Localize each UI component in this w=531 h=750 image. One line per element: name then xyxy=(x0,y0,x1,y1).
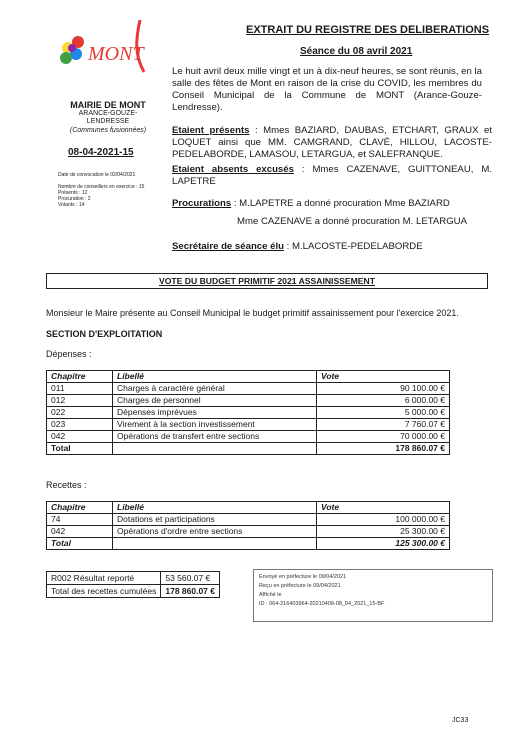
total-value: 178 860.07 € xyxy=(317,443,450,455)
total-recettes-value: 178 860.07 € xyxy=(161,585,220,598)
libelle-cell: Opérations d'ordre entre sections xyxy=(113,526,317,538)
libelle-cell: Charges de personnel xyxy=(113,395,317,407)
table-row xyxy=(47,514,450,526)
procuration-count: Procuration : 2 xyxy=(58,196,91,202)
chapitre-cell: 022 xyxy=(47,407,113,419)
chapitre-cell: 74 xyxy=(47,514,113,526)
libelle-cell: Charges à caractère général xyxy=(113,383,317,395)
resultats-table xyxy=(46,571,220,598)
total-recettes-label: Total des recettes cumulées xyxy=(47,585,161,598)
libelle-cell: Dépenses imprévues xyxy=(113,407,317,419)
libelle-cell: Dotations et participations xyxy=(113,514,317,526)
presents-paragraph xyxy=(172,125,492,161)
seance-date: Séance du 08 avril 2021 xyxy=(300,46,413,57)
document-title: EXTRAIT DU REGISTRE DES DELIBERATIONS xyxy=(246,24,490,36)
header-vote: Vote xyxy=(317,502,450,514)
communes-fusionnees: (Communes fusionnées) xyxy=(69,127,147,134)
header-chapitre: Chapitre xyxy=(47,502,113,514)
total-empty xyxy=(113,443,317,455)
chapitre-cell: 023 xyxy=(47,419,113,431)
total-label: Total xyxy=(47,538,113,550)
page-reference: JC33 xyxy=(452,717,469,724)
intro-paragraph: Le huit avril deux mille vingt et un à dix-neuf heures, se sont réunis, en la salle des fêtes de Mont en raison de la crise du COVID, les membres du Conseil Municipal de la Commune de MONT (Arance-Gouze-Lendresse). xyxy=(172,66,482,113)
procuration-line-2: Mme CAZENAVE a donné procuration M. LETARGUA xyxy=(237,216,467,227)
presents-text: : Mmes BAZIARD, DAUBAS, ETCHART, GRAUX et LOQUET ainsi que MM. CAMGRAND, CLAVÉ, HILLOU, LACOSTE-PEDELABORDE, LAMASOU, LETARGUA, et SALEFRANQUE. xyxy=(172,125,492,160)
deliberation-number: 08-04-2021-15 xyxy=(68,147,134,158)
mairie-name: MAIRIE DE MONT xyxy=(70,100,146,110)
communes-names: ARANCE-GOUZE-LENDRESSE xyxy=(78,110,138,125)
chapitre-cell: 042 xyxy=(47,526,113,538)
stamp-recu: Reçu en préfecture le 09/04/2021 xyxy=(259,583,341,589)
table-row xyxy=(47,526,450,538)
vote-title-box xyxy=(46,273,488,289)
header-chapitre: Chapitre xyxy=(47,371,113,383)
vote-cell: 5 000.00 € xyxy=(317,407,450,419)
body-intro: Monsieur le Maire présente au Conseil Municipal le budget primitif assainissement pour l'exercice 2021. xyxy=(46,308,459,318)
header-libelle: Libellé xyxy=(113,371,317,383)
vote-cell: 90 100.00 € xyxy=(317,383,450,395)
depenses-label: Dépenses : xyxy=(46,349,92,359)
chapitre-cell: 011 xyxy=(47,383,113,395)
table-header-row xyxy=(47,371,450,383)
section-title: SECTION D'EXPLOITATION xyxy=(46,329,163,339)
report-value: 53 560.07 € xyxy=(161,572,220,585)
procuration-line-1 xyxy=(172,198,492,210)
table-row xyxy=(47,383,450,395)
absents-paragraph xyxy=(172,164,492,188)
total-empty xyxy=(113,538,317,550)
libelle-cell: Virement à la section investissement xyxy=(113,419,317,431)
secretaire-label: Secrétaire de séance élu xyxy=(172,241,284,252)
table-row xyxy=(47,585,220,598)
recettes-label: Recettes : xyxy=(46,480,87,490)
vote-cell: 25 300.00 € xyxy=(317,526,450,538)
chapitre-cell: 012 xyxy=(47,395,113,407)
stamp-envoye: Envoyé en préfecture le 09/04/2021 xyxy=(259,574,347,580)
svg-text:MONT: MONT xyxy=(88,43,144,65)
table-row xyxy=(47,395,450,407)
total-row xyxy=(47,538,450,550)
libelle-cell: Opérations de transfert entre sections xyxy=(113,431,317,443)
conseillers-exercice: Nombre de conseillers en exercice : 15 xyxy=(58,184,145,190)
secretaire-paragraph xyxy=(172,241,492,253)
total-label: Total xyxy=(47,443,113,455)
table-row xyxy=(47,407,450,419)
procurations-label: Procurations xyxy=(172,198,232,209)
convocation-date: Date de convocation le 02/04/2021 xyxy=(58,172,136,178)
commune-logo xyxy=(56,20,156,84)
secretaire-text: : M.LACOSTE-PEDELABORDE xyxy=(284,241,423,252)
header-vote: Vote xyxy=(317,371,450,383)
procuration-text-1: : M.LAPETRE a donné procuration Mme BAZIARD xyxy=(231,198,450,209)
vote-cell: 100 000.00 € xyxy=(317,514,450,526)
vote-cell: 6 000.00 € xyxy=(317,395,450,407)
table-row xyxy=(47,572,220,585)
depenses-table xyxy=(46,370,450,455)
presents-label: Etaient présents xyxy=(172,125,250,136)
report-label: R002 Résultat reporté xyxy=(47,572,161,585)
presents-count: Présents : 12 xyxy=(58,190,88,196)
table-row xyxy=(47,431,450,443)
prefecture-stamp xyxy=(253,569,493,622)
absents-text: : Mmes CAZENAVE, GUITTONEAU, M. LAPETRE xyxy=(172,164,492,187)
votants-count: Votants : 14 xyxy=(58,202,85,208)
table-row xyxy=(47,419,450,431)
absents-label: Etaient absents excusés xyxy=(172,164,294,175)
vote-cell: 70 000.00 € xyxy=(317,431,450,443)
vote-title: VOTE DU BUDGET PRIMITIF 2021 ASSAINISSEMENT xyxy=(159,276,375,286)
total-row xyxy=(47,443,450,455)
vote-cell: 7 760.07 € xyxy=(317,419,450,431)
recettes-table xyxy=(46,501,450,550)
stamp-affiche: Affiché le xyxy=(259,592,282,598)
total-value: 125 300.00 € xyxy=(317,538,450,550)
chapitre-cell: 042 xyxy=(47,431,113,443)
stamp-id: ID : 064-216403964-20210408-08_04_2021_15-BF xyxy=(259,601,385,607)
table-header-row xyxy=(47,502,450,514)
header-libelle: Libellé xyxy=(113,502,317,514)
